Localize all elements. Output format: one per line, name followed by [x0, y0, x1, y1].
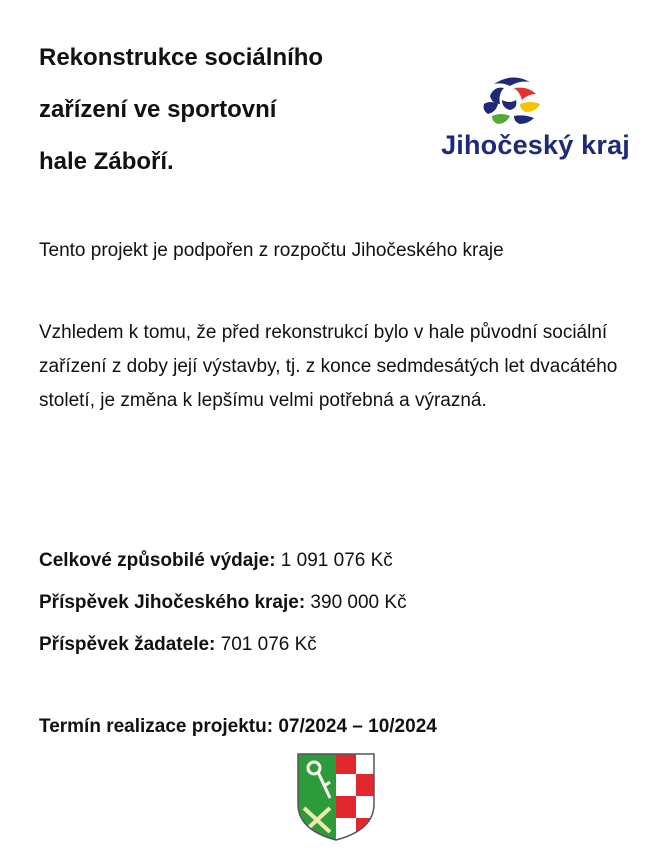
support-statement: Tento projekt je podpořen z rozpočtu Jihočeského kraje	[39, 240, 504, 261]
figure-value: 1 091 076 Kč	[275, 550, 393, 571]
project-term: Termín realizace projektu: 07/2024 – 10/2024	[39, 716, 437, 737]
title-line: Rekonstrukce sociálního	[39, 44, 324, 71]
figure-label: Příspěvek žadatele:	[39, 634, 216, 655]
title-line: hale Záboří.	[39, 148, 174, 175]
figure-total-expenses	[39, 540, 649, 582]
coat-of-arms-icon	[296, 752, 376, 842]
jihocesky-kraj-logo-icon	[420, 72, 630, 132]
logo-text: Jihočeský kraj	[441, 130, 630, 160]
title-line: zařízení ve sportovní	[39, 96, 277, 123]
page-title	[39, 32, 399, 188]
jihocesky-kraj-logo	[420, 72, 630, 164]
figure-applicant-contribution	[39, 624, 649, 666]
figure-label: Celkové způsobilé výdaje:	[39, 550, 276, 571]
financial-figures	[39, 540, 649, 666]
figure-value: 390 000 Kč	[305, 592, 407, 613]
figure-region-contribution	[39, 582, 649, 624]
project-description: Vzhledem k tomu, že před rekonstrukcí bylo v hale původní sociální zařízení z doby její výstavby, tj. z konce sedmdesátých let dvacátého století, je změna k lepšímu velmi potřebná a výrazná.	[39, 322, 618, 411]
figure-value: 701 076 Kč	[215, 634, 317, 655]
figure-label: Příspěvek Jihočeského kraje:	[39, 592, 306, 613]
